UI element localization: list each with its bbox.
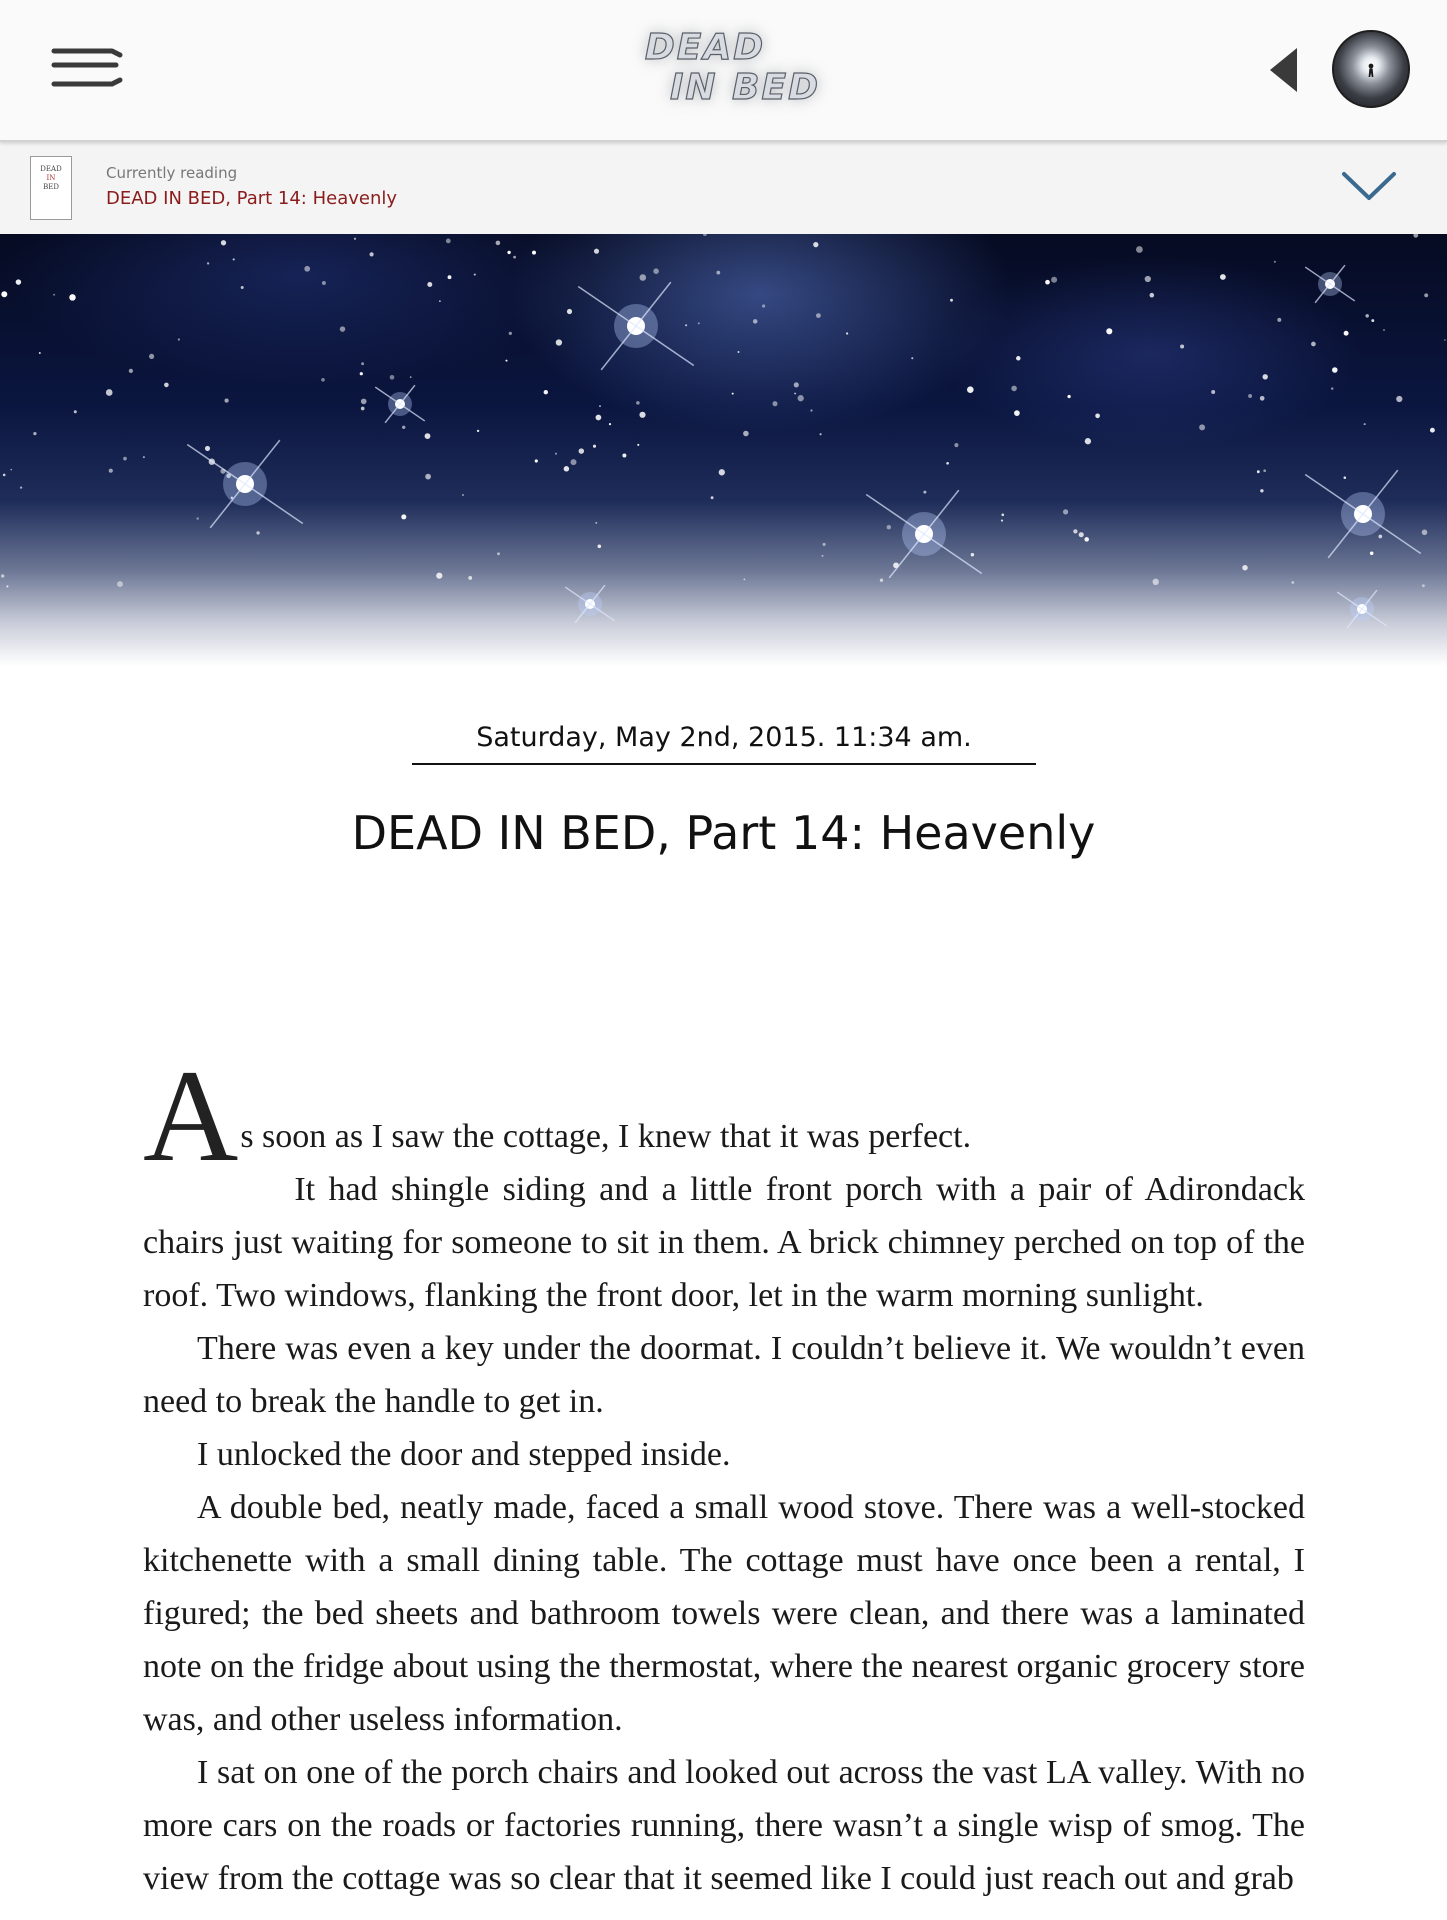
paragraph: A double bed, neatly made, faced a small wood stove. There was a well-stocked kitchenette with a small dining table. The cottage must have once been a rental, I figured; the bed sheets and bathroom towels were clean, and there was a laminated note on the fridge about using the thermostat, where the nearest organic grocery store was, and other useless information. <box>143 1489 1305 1738</box>
star <box>1001 520 1003 522</box>
star <box>1016 356 1021 361</box>
star <box>1242 565 1247 570</box>
star <box>698 322 700 324</box>
star <box>911 357 913 359</box>
star <box>1150 293 1155 298</box>
star <box>744 579 746 581</box>
star <box>816 313 821 318</box>
star <box>1291 581 1294 584</box>
app-logo[interactable] <box>630 14 820 124</box>
star <box>887 525 891 529</box>
star <box>1011 386 1017 392</box>
star <box>653 268 659 274</box>
star <box>370 252 374 256</box>
star <box>1331 387 1333 389</box>
star <box>967 386 974 393</box>
star <box>10 469 12 471</box>
star <box>1220 274 1226 280</box>
star <box>772 401 777 406</box>
star <box>810 409 812 411</box>
bright-star <box>1305 470 1421 558</box>
star <box>474 274 476 276</box>
star <box>1199 424 1205 430</box>
star <box>123 457 127 461</box>
star <box>241 286 244 289</box>
star <box>971 553 974 556</box>
star <box>711 496 714 499</box>
star <box>1257 470 1260 473</box>
star <box>361 399 367 405</box>
star <box>143 456 145 458</box>
star <box>439 300 441 302</box>
star <box>595 522 597 524</box>
star <box>685 324 687 326</box>
star <box>1424 293 1428 297</box>
star <box>954 443 958 447</box>
book-cover-thumbnail[interactable] <box>30 156 72 220</box>
star <box>74 410 77 413</box>
expand-button[interactable] <box>1340 168 1398 204</box>
star <box>819 433 821 435</box>
star <box>567 309 572 314</box>
star <box>1365 314 1368 317</box>
star <box>599 405 601 407</box>
star <box>321 378 325 382</box>
star <box>3 474 6 477</box>
bright-star <box>578 282 694 370</box>
bright-star <box>1337 590 1387 628</box>
star <box>1332 367 1338 373</box>
star <box>556 339 562 345</box>
star <box>436 573 442 579</box>
star <box>425 474 431 480</box>
thumb-line-1: DEAD <box>40 165 62 173</box>
star <box>703 234 707 236</box>
bright-star <box>375 385 425 423</box>
star <box>753 319 758 324</box>
star <box>106 389 113 396</box>
star <box>1430 428 1435 433</box>
star <box>622 454 626 458</box>
star <box>609 423 611 425</box>
star <box>743 431 749 437</box>
star <box>1051 277 1057 283</box>
paragraph: It had shingle siding and a little front porch with a pair of Adirondack chairs just waiting for someone to sit in them. A brick chimney perched on top of the roof. Two windows, flanking the front door, let in the warm morning sunlight. <box>143 1171 1305 1314</box>
star <box>535 459 538 462</box>
star <box>497 552 500 555</box>
star <box>813 242 818 247</box>
star <box>821 555 823 557</box>
star <box>1378 535 1382 539</box>
star <box>1073 529 1077 533</box>
star <box>425 433 431 439</box>
star <box>33 432 36 435</box>
back-triangle-icon <box>1264 44 1304 96</box>
star <box>1106 328 1112 334</box>
star <box>593 445 596 448</box>
star <box>1014 410 1020 416</box>
star <box>1422 530 1428 536</box>
star <box>507 251 510 254</box>
star <box>109 469 113 473</box>
star <box>221 240 226 245</box>
star <box>6 585 8 587</box>
star <box>880 579 883 582</box>
paragraph: I sat on one of the porch chairs and looked out across the vast LA valley. With no more cars on the roads or factories running, there wasn’t a single wisp of smog. The view from the cottage was so clear that it seemed like I could just reach out and grab <box>143 1754 1305 1897</box>
star <box>719 469 725 475</box>
star <box>738 351 740 353</box>
star <box>427 282 432 287</box>
star <box>596 415 602 421</box>
star <box>1422 584 1425 587</box>
star <box>571 459 577 465</box>
star <box>1180 345 1184 349</box>
article-date: Saturday, May 2nd, 2015. 11:34 am. <box>412 722 1036 765</box>
star <box>532 251 536 255</box>
star <box>794 393 796 395</box>
bright-star <box>866 490 982 578</box>
star <box>1364 423 1366 425</box>
thumb-line-2: IN <box>46 174 56 182</box>
star <box>410 376 412 378</box>
currently-reading-bar[interactable] <box>0 142 1447 234</box>
star <box>69 294 75 300</box>
menu-arrows-icon <box>44 38 124 98</box>
star <box>233 258 235 260</box>
star <box>794 382 799 387</box>
back-button[interactable] <box>1264 44 1304 96</box>
paragraph-text: s soon as I saw the cottage, I knew that it was perfect. <box>240 1118 972 1155</box>
menu-button[interactable] <box>44 38 124 98</box>
currently-reading-title[interactable]: DEAD IN BED, Part 14: Heavenly <box>106 188 398 209</box>
star <box>823 543 826 546</box>
star <box>468 576 472 580</box>
star <box>950 299 953 302</box>
star <box>946 462 949 465</box>
star <box>496 241 501 246</box>
article-body <box>143 1042 1305 1905</box>
star <box>1260 489 1263 492</box>
star <box>598 545 602 549</box>
star <box>509 332 512 335</box>
article-title: DEAD IN BED, Part 14: Heavenly <box>351 806 1096 860</box>
star <box>462 494 464 496</box>
star <box>164 383 169 388</box>
star <box>923 491 926 494</box>
paragraph: I unlocked the door and stepped inside. <box>197 1436 731 1473</box>
star <box>354 238 356 240</box>
star <box>477 430 479 432</box>
hero-starfield-image <box>0 234 1447 666</box>
star <box>256 531 259 534</box>
star <box>505 360 507 362</box>
star <box>1152 579 1158 585</box>
star <box>594 249 599 254</box>
star <box>579 448 585 454</box>
paragraph: There was even a key under the doormat. I couldn’t believe it. We wouldn’t even need to break the handle to get in. <box>143 1330 1305 1420</box>
star <box>732 393 734 395</box>
paragraph <box>143 1042 1305 1189</box>
star <box>637 444 639 446</box>
bright-star <box>187 440 303 528</box>
figure-silhouette-icon <box>1334 32 1408 106</box>
star <box>129 369 133 373</box>
star <box>117 581 123 587</box>
star <box>16 279 21 284</box>
star <box>555 453 557 455</box>
star <box>513 256 516 259</box>
star <box>1383 329 1385 331</box>
star <box>1344 476 1347 479</box>
star <box>1396 396 1402 402</box>
bright-star <box>1305 265 1355 303</box>
star <box>1370 552 1374 556</box>
star <box>639 412 645 418</box>
logo-line-1: DEAD <box>644 27 766 68</box>
star <box>401 514 406 519</box>
star <box>225 399 229 403</box>
star <box>1136 246 1143 253</box>
star <box>1079 532 1084 537</box>
star <box>446 239 451 244</box>
star <box>1067 395 1070 398</box>
star <box>322 281 326 285</box>
star <box>716 271 720 275</box>
star <box>1263 374 1268 379</box>
star <box>1248 394 1252 398</box>
star <box>564 466 570 472</box>
star <box>1211 390 1215 394</box>
currently-reading-label: Currently reading <box>106 164 238 182</box>
app-header <box>0 0 1447 142</box>
star <box>640 274 647 281</box>
star <box>340 326 345 331</box>
drop-cap: A <box>143 1042 239 1189</box>
star <box>846 332 848 334</box>
star <box>1413 234 1418 238</box>
star <box>762 304 765 307</box>
star <box>1277 318 1281 322</box>
logo-line-2: IN BED <box>670 67 820 108</box>
star <box>1344 331 1349 336</box>
star <box>196 517 198 519</box>
star <box>390 375 395 380</box>
star <box>20 486 22 488</box>
avatar[interactable] <box>1332 30 1410 108</box>
star <box>1 291 7 297</box>
star <box>1274 261 1276 263</box>
star <box>1063 509 1068 514</box>
thumb-line-3: BED <box>43 183 59 191</box>
star <box>360 372 363 375</box>
star <box>1045 280 1050 285</box>
bright-star <box>565 585 615 623</box>
starfield <box>0 234 1447 666</box>
star <box>178 338 180 340</box>
star <box>361 362 364 365</box>
star <box>1311 342 1316 347</box>
star <box>53 294 55 296</box>
star <box>39 352 41 354</box>
chevron-down-icon <box>1340 168 1398 204</box>
star <box>207 262 209 264</box>
star <box>1145 276 1151 282</box>
logo-text <box>630 14 820 124</box>
star <box>361 407 365 411</box>
star <box>544 390 548 394</box>
star <box>1444 339 1446 341</box>
star <box>1263 469 1266 472</box>
star <box>448 275 452 279</box>
star <box>798 395 804 401</box>
star <box>1371 319 1374 322</box>
star <box>149 354 154 359</box>
star <box>636 401 640 405</box>
star <box>1001 513 1004 516</box>
star <box>1085 438 1091 444</box>
star <box>304 266 310 272</box>
star <box>1260 396 1265 401</box>
star <box>1084 537 1089 542</box>
star <box>1 574 4 577</box>
star <box>205 446 210 451</box>
star <box>402 426 405 429</box>
star <box>1095 413 1100 418</box>
